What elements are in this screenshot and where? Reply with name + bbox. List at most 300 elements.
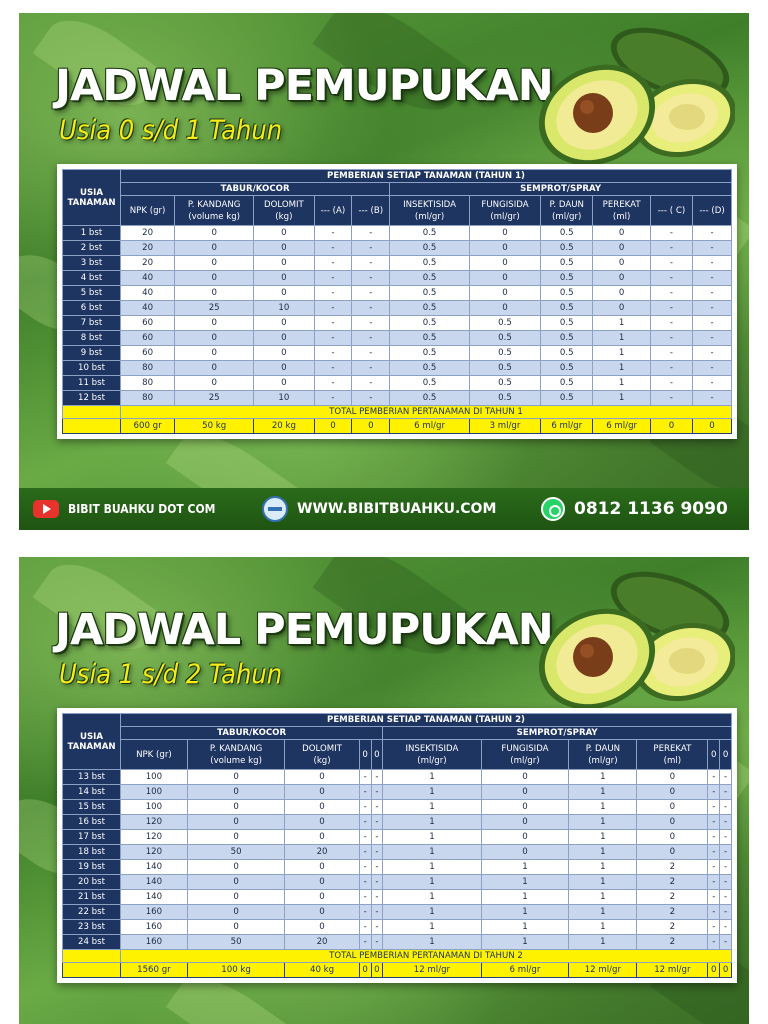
table-row — [63, 301, 732, 316]
total-cell: 1560 gr — [121, 963, 188, 978]
table-cell: - — [371, 860, 383, 875]
col-header: 0 — [359, 740, 371, 770]
table-cell: 0.5 — [541, 226, 593, 241]
table-cell: - — [314, 346, 352, 361]
table-cell: 160 — [121, 905, 188, 920]
table-cell: 0 — [469, 241, 540, 256]
table-cell: 0 — [637, 845, 708, 860]
table-row — [63, 376, 732, 391]
page-subtitle: Usia 0 s/d 1 Tahun — [59, 115, 283, 146]
row-label: 19 bst — [63, 860, 121, 875]
table-cell: 20 — [285, 845, 359, 860]
table-cell: - — [352, 301, 390, 316]
table-cell: 0.5 — [541, 256, 593, 271]
table-cell: - — [371, 830, 383, 845]
table-cell: 1 — [481, 875, 569, 890]
total-cell: 40 kg — [285, 963, 359, 978]
table-cell: 2 — [637, 905, 708, 920]
table-cell: 140 — [121, 860, 188, 875]
table-cell: 25 — [175, 391, 254, 406]
table-cell: 0 — [187, 785, 285, 800]
table-cell: - — [708, 920, 720, 935]
whatsapp-link[interactable] — [541, 488, 728, 530]
table-row — [63, 271, 732, 286]
col-header: FUNGISIDA (ml/gr) — [481, 740, 569, 770]
table-cell: 0.5 — [390, 271, 470, 286]
row-label: 22 bst — [63, 905, 121, 920]
table-cell: - — [720, 935, 732, 950]
table-row — [63, 815, 732, 830]
table-cell: 0 — [187, 905, 285, 920]
table-cell: 120 — [121, 815, 188, 830]
table-cell: 60 — [121, 346, 175, 361]
table-cell: 0 — [637, 800, 708, 815]
table-cell: 0.5 — [469, 391, 540, 406]
table-cell: - — [314, 361, 352, 376]
table-row — [63, 286, 732, 301]
col-header: INSEKTISIDA (ml/gr) — [390, 196, 470, 226]
table-cell: - — [720, 815, 732, 830]
table-cell: 0 — [469, 271, 540, 286]
total-row — [63, 963, 732, 978]
table-cell: 100 — [121, 770, 188, 785]
table-cell: 0 — [285, 785, 359, 800]
table-cell: 0 — [175, 256, 254, 271]
table-cell: 40 — [121, 301, 175, 316]
table-cell: - — [352, 331, 390, 346]
fertilizer-table-card — [57, 708, 737, 983]
table-cell: 2 — [637, 860, 708, 875]
whatsapp-number: 0812 1136 9090 — [574, 499, 728, 519]
table-cell: - — [371, 875, 383, 890]
table-cell: 0.5 — [390, 346, 470, 361]
table-row — [63, 241, 732, 256]
table-cell: 1 — [593, 346, 651, 361]
table-cell: 0 — [254, 226, 314, 241]
table-cell: - — [359, 770, 371, 785]
table-cell: 0.5 — [390, 256, 470, 271]
table-cell: - — [708, 860, 720, 875]
table-cell: 1 — [383, 905, 481, 920]
table-cell: - — [314, 331, 352, 346]
table-cell: 0 — [187, 890, 285, 905]
total-cell: 600 gr — [121, 419, 175, 434]
table-cell: - — [720, 845, 732, 860]
table-cell: - — [359, 875, 371, 890]
table-cell: 0 — [187, 860, 285, 875]
table-cell: 1 — [569, 785, 637, 800]
col-header: DOLOMIT (kg) — [285, 740, 359, 770]
table-cell: 40 — [121, 271, 175, 286]
table-cell: 1 — [481, 920, 569, 935]
table-cell: - — [352, 286, 390, 301]
table-cell: 1 — [569, 860, 637, 875]
table-cell: - — [314, 301, 352, 316]
row-label: 13 bst — [63, 770, 121, 785]
table-cell: - — [650, 391, 692, 406]
table-cell: 120 — [121, 845, 188, 860]
table-cell: 0.5 — [390, 391, 470, 406]
page-title: JADWAL PEMUPUKAN — [55, 61, 553, 111]
table-cell: 20 — [285, 935, 359, 950]
table-cell: - — [359, 845, 371, 860]
table-cell: 80 — [121, 391, 175, 406]
row-label: 1 bst — [63, 226, 121, 241]
web-icon — [262, 496, 288, 522]
table-cell: 0 — [285, 860, 359, 875]
table-cell: - — [371, 770, 383, 785]
col-header: P. DAUN (ml/gr) — [541, 196, 593, 226]
table-cell: 0.5 — [469, 346, 540, 361]
table-cell: 1 — [569, 845, 637, 860]
table-cell: - — [314, 256, 352, 271]
table-cell: 1 — [383, 800, 481, 815]
table-cell: - — [692, 376, 731, 391]
table-cell: 1 — [593, 331, 651, 346]
youtube-channel-label: BIBIT BUAHKU DOT COM — [68, 502, 216, 516]
table-cell: 1 — [569, 890, 637, 905]
table-cell: 0.5 — [469, 331, 540, 346]
table-cell: - — [352, 391, 390, 406]
total-cell: 0 — [359, 963, 371, 978]
table-cell: 0 — [481, 800, 569, 815]
total-cell: 12 ml/gr — [383, 963, 481, 978]
table-cell: 0 — [187, 920, 285, 935]
table-cell: 1 — [481, 890, 569, 905]
group-tabur-kocor: TABUR/KOCOR — [121, 727, 383, 740]
table-row — [63, 346, 732, 361]
table-cell: 160 — [121, 920, 188, 935]
table-row — [63, 845, 732, 860]
table-cell: - — [359, 815, 371, 830]
table-cell: 1 — [383, 935, 481, 950]
table-cell: - — [692, 271, 731, 286]
total-cell: 0 — [352, 419, 390, 434]
table-cell: 0.5 — [469, 316, 540, 331]
col-header: --- (B) — [352, 196, 390, 226]
table-cell: - — [371, 800, 383, 815]
table-cell: 1 — [593, 376, 651, 391]
table-cell: 0.5 — [390, 316, 470, 331]
row-label: 15 bst — [63, 800, 121, 815]
table-cell: 0 — [254, 241, 314, 256]
col-header: PEREKAT (ml) — [637, 740, 708, 770]
total-cell: 6 ml/gr — [481, 963, 569, 978]
table-cell: 1 — [383, 830, 481, 845]
table-cell: - — [352, 226, 390, 241]
table-cell: 0 — [481, 770, 569, 785]
table-row — [63, 256, 732, 271]
page-title: JADWAL PEMUPUKAN — [55, 605, 553, 655]
row-label: 11 bst — [63, 376, 121, 391]
table-cell: - — [371, 845, 383, 860]
table-cell: - — [692, 301, 731, 316]
table-cell: 0 — [285, 890, 359, 905]
table-cell: 0.5 — [469, 361, 540, 376]
total-cell: 3 ml/gr — [469, 419, 540, 434]
row-label: 9 bst — [63, 346, 121, 361]
table-cell: 0 — [593, 256, 651, 271]
table-cell: 0 — [285, 920, 359, 935]
fertilizer-table — [62, 713, 732, 978]
table-cell: 80 — [121, 376, 175, 391]
table-cell: 1 — [481, 860, 569, 875]
table-cell: 1 — [383, 860, 481, 875]
table-cell: 0.5 — [541, 301, 593, 316]
table-cell: 2 — [637, 890, 708, 905]
col-header: P. DAUN (ml/gr) — [569, 740, 637, 770]
table-cell: 0.5 — [541, 391, 593, 406]
table-cell: - — [720, 770, 732, 785]
table-cell: 0.5 — [541, 316, 593, 331]
table-cell: 0.5 — [541, 286, 593, 301]
table-cell: 0 — [285, 770, 359, 785]
table-cell: - — [692, 256, 731, 271]
table-cell: 60 — [121, 316, 175, 331]
col-header: 0 — [708, 740, 720, 770]
table-cell: 0 — [187, 800, 285, 815]
table-cell: 2 — [637, 920, 708, 935]
table-cell: 0 — [637, 830, 708, 845]
table-cell: 0 — [285, 815, 359, 830]
group-tabur-kocor: TABUR/KOCOR — [121, 183, 390, 196]
table-cell: 0 — [187, 815, 285, 830]
table-cell: - — [359, 785, 371, 800]
table-cell: 0 — [175, 331, 254, 346]
table-row — [63, 935, 732, 950]
table-cell: - — [692, 361, 731, 376]
table-cell: - — [650, 256, 692, 271]
table-cell: 140 — [121, 875, 188, 890]
table-row — [63, 875, 732, 890]
table-cell: 0.5 — [390, 286, 470, 301]
row-label: 10 bst — [63, 361, 121, 376]
table-cell: 0 — [593, 241, 651, 256]
table-cell: 1 — [481, 935, 569, 950]
table-cell: - — [720, 830, 732, 845]
total-cell: 0 — [371, 963, 383, 978]
table-cell: 1 — [569, 830, 637, 845]
table-cell: - — [708, 935, 720, 950]
table-cell: - — [720, 800, 732, 815]
table-cell: 0 — [254, 286, 314, 301]
table-row — [63, 920, 732, 935]
table-cell: 25 — [175, 301, 254, 316]
table-cell: - — [720, 905, 732, 920]
table-cell: 0 — [254, 316, 314, 331]
col-header: 0 — [371, 740, 383, 770]
group-semprot-spray: SEMPROT/SPRAY — [390, 183, 732, 196]
col-header: P. KANDANG (volume kg) — [175, 196, 254, 226]
table-cell: 1 — [383, 875, 481, 890]
table-cell: 0 — [175, 241, 254, 256]
table-cell: 1 — [569, 800, 637, 815]
row-label: 8 bst — [63, 331, 121, 346]
page-subtitle: Usia 1 s/d 2 Tahun — [59, 659, 283, 690]
table-cell: 1 — [481, 905, 569, 920]
col-header: FUNGISIDA (ml/gr) — [469, 196, 540, 226]
row-label: 7 bst — [63, 316, 121, 331]
col-header: NPK (gr) — [121, 740, 188, 770]
table-cell: - — [371, 935, 383, 950]
total-cell: 0 — [314, 419, 352, 434]
table-cell: 0 — [187, 830, 285, 845]
table-cell: 160 — [121, 935, 188, 950]
table-cell: 1 — [569, 875, 637, 890]
youtube-link[interactable] — [33, 488, 215, 530]
table-header-top: PEMBERIAN SETIAP TANAMAN (TAHUN 1) — [121, 170, 732, 183]
row-label: 16 bst — [63, 815, 121, 830]
table-cell: 0 — [593, 286, 651, 301]
table-cell: 0 — [469, 226, 540, 241]
table-cell: - — [359, 800, 371, 815]
table-row — [63, 905, 732, 920]
table-cell: - — [359, 890, 371, 905]
schedule-panel-year-1 — [19, 13, 749, 530]
table-row — [63, 361, 732, 376]
table-cell: 1 — [383, 770, 481, 785]
table-cell: 0 — [175, 271, 254, 286]
table-cell: 0 — [469, 256, 540, 271]
total-cell: 0 — [708, 963, 720, 978]
table-cell: - — [371, 815, 383, 830]
table-cell: 0 — [469, 301, 540, 316]
table-cell: - — [352, 241, 390, 256]
table-cell: 1 — [383, 845, 481, 860]
total-cell: 20 kg — [254, 419, 314, 434]
col-header: INSEKTISIDA (ml/gr) — [383, 740, 481, 770]
table-cell: 80 — [121, 361, 175, 376]
youtube-icon — [33, 500, 59, 518]
table-cell: 1 — [593, 391, 651, 406]
total-cell: 6 ml/gr — [390, 419, 470, 434]
table-cell: 0 — [175, 376, 254, 391]
table-cell: 1 — [569, 770, 637, 785]
fertilizer-table — [62, 169, 732, 434]
table-cell: - — [650, 361, 692, 376]
col-header: PEREKAT (ml) — [593, 196, 651, 226]
table-cell: 100 — [121, 800, 188, 815]
table-cell: 1 — [383, 890, 481, 905]
table-cell: 0.5 — [390, 226, 470, 241]
table-cell: - — [314, 391, 352, 406]
table-cell: - — [720, 785, 732, 800]
row-label: 17 bst — [63, 830, 121, 845]
table-cell: - — [692, 391, 731, 406]
table-cell: - — [352, 256, 390, 271]
table-cell: 0.5 — [390, 301, 470, 316]
table-cell: 0.5 — [541, 331, 593, 346]
table-cell: - — [708, 785, 720, 800]
table-cell: 1 — [593, 361, 651, 376]
table-cell: 1 — [569, 935, 637, 950]
row-label: 23 bst — [63, 920, 121, 935]
table-row — [63, 316, 732, 331]
table-cell: 0.5 — [390, 331, 470, 346]
total-title: TOTAL PEMBERIAN PERTANAMAN DI TAHUN 1 — [121, 406, 732, 419]
avocado-illustration — [535, 23, 735, 183]
col-header: DOLOMIT (kg) — [254, 196, 314, 226]
table-cell: 0 — [285, 875, 359, 890]
table-cell: - — [692, 241, 731, 256]
table-cell: - — [359, 920, 371, 935]
table-cell: 0.5 — [541, 376, 593, 391]
table-cell: 0.5 — [390, 241, 470, 256]
table-cell: - — [650, 286, 692, 301]
total-cell: 6 ml/gr — [593, 419, 651, 434]
table-cell: 10 — [254, 301, 314, 316]
table-cell: 1 — [593, 316, 651, 331]
table-cell: - — [708, 815, 720, 830]
col-header: --- ( C) — [650, 196, 692, 226]
table-cell: 0 — [254, 361, 314, 376]
table-cell: - — [692, 331, 731, 346]
website-link[interactable] — [262, 488, 496, 530]
row-label: 12 bst — [63, 391, 121, 406]
table-cell: - — [359, 905, 371, 920]
table-cell: - — [314, 286, 352, 301]
table-cell: 50 — [187, 935, 285, 950]
table-cell: - — [692, 226, 731, 241]
table-cell: - — [352, 376, 390, 391]
table-cell: 0 — [254, 256, 314, 271]
table-row — [63, 770, 732, 785]
table-row — [63, 800, 732, 815]
col-header: P. KANDANG (volume kg) — [187, 740, 285, 770]
row-label: 21 bst — [63, 890, 121, 905]
total-row — [63, 419, 732, 434]
table-cell: 0 — [469, 286, 540, 301]
table-cell: 0 — [285, 830, 359, 845]
table-cell: - — [352, 346, 390, 361]
avocado-illustration — [535, 567, 735, 727]
table-cell: - — [708, 770, 720, 785]
schedule-panel-year-2 — [19, 557, 749, 1024]
table-cell: 0.5 — [541, 241, 593, 256]
table-cell: - — [650, 316, 692, 331]
table-cell: - — [371, 905, 383, 920]
col-header: 0 — [720, 740, 732, 770]
table-cell: 20 — [121, 241, 175, 256]
usia-header: USIA TANAMAN — [63, 170, 121, 226]
table-cell: - — [371, 890, 383, 905]
table-row — [63, 785, 732, 800]
table-cell: - — [314, 241, 352, 256]
table-cell: - — [650, 241, 692, 256]
table-cell: - — [650, 376, 692, 391]
table-cell: 0.5 — [469, 376, 540, 391]
table-cell: 0 — [175, 346, 254, 361]
row-label: 24 bst — [63, 935, 121, 950]
total-cell: 6 ml/gr — [541, 419, 593, 434]
table-cell: 1 — [569, 815, 637, 830]
table-cell: - — [692, 346, 731, 361]
table-cell: - — [650, 331, 692, 346]
table-row — [63, 890, 732, 905]
column-headers — [63, 196, 732, 226]
table-cell: 0 — [254, 346, 314, 361]
table-cell: 0 — [187, 770, 285, 785]
table-row — [63, 391, 732, 406]
total-cell: 12 ml/gr — [637, 963, 708, 978]
table-cell: - — [371, 785, 383, 800]
row-label: 18 bst — [63, 845, 121, 860]
table-cell: - — [650, 271, 692, 286]
col-header: NPK (gr) — [121, 196, 175, 226]
total-title: TOTAL PEMBERIAN PERTANAMAN DI TAHUN 2 — [121, 950, 732, 963]
table-cell: - — [720, 890, 732, 905]
table-cell: 0 — [637, 785, 708, 800]
